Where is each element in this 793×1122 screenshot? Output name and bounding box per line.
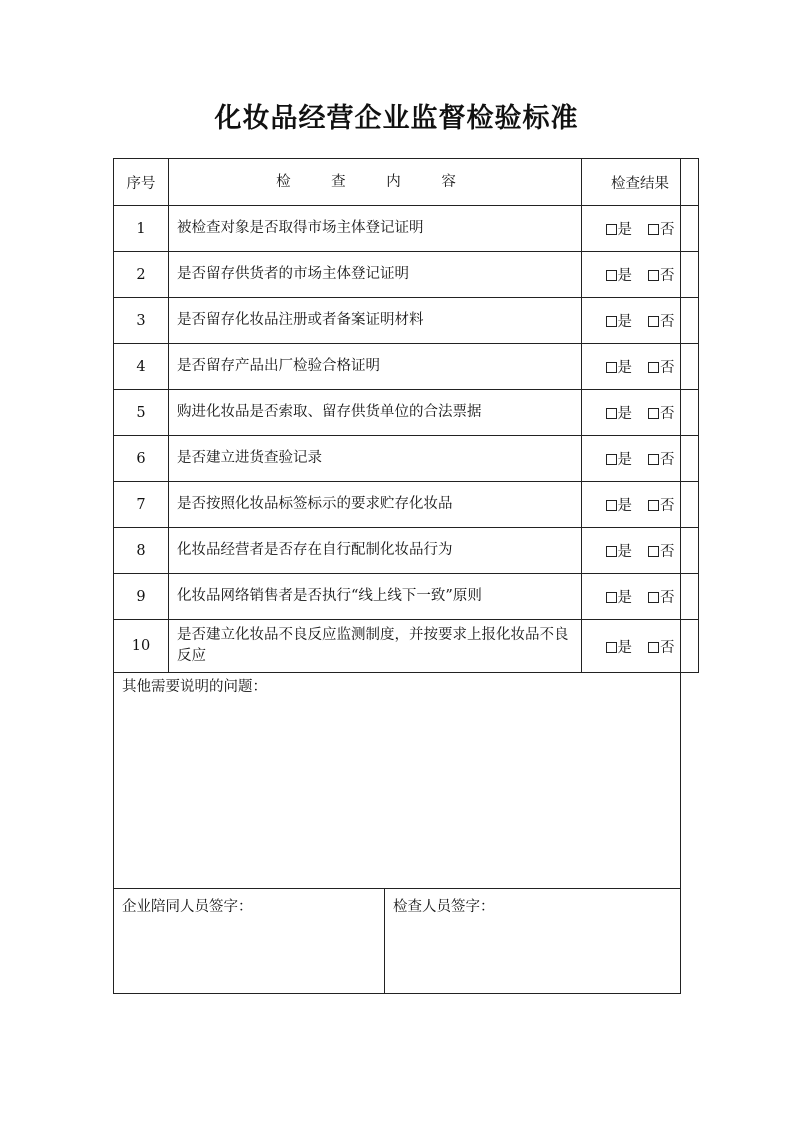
no-option[interactable] <box>648 540 675 561</box>
row-number: 8 <box>114 528 169 574</box>
yes-checkbox[interactable] <box>606 362 617 373</box>
no-label: 否 <box>660 498 675 514</box>
row-item: 被检查对象是否取得市场主体登记证明 <box>169 206 582 252</box>
table-row <box>114 206 699 252</box>
inspector-signature-label: 检查人员签字： <box>393 899 495 915</box>
inspection-form <box>113 158 681 994</box>
table-row <box>114 390 699 436</box>
table-row <box>114 482 699 528</box>
row-result <box>582 482 699 528</box>
header-content-label: 检 查 内 容 <box>276 173 474 190</box>
yes-label: 是 <box>617 498 632 514</box>
table-row <box>114 620 699 673</box>
no-checkbox[interactable] <box>648 454 659 465</box>
no-option[interactable] <box>648 356 675 377</box>
row-number: 3 <box>114 298 169 344</box>
row-result <box>582 620 699 673</box>
header-result: 检查结果 <box>582 159 699 206</box>
row-number: 10 <box>114 620 169 673</box>
yes-option[interactable] <box>606 356 633 377</box>
no-label: 否 <box>660 452 675 468</box>
table-row <box>114 574 699 620</box>
row-number: 6 <box>114 436 169 482</box>
yes-label: 是 <box>617 544 632 560</box>
table-row <box>114 252 699 298</box>
no-checkbox[interactable] <box>648 362 659 373</box>
table-row <box>114 528 699 574</box>
row-number: 7 <box>114 482 169 528</box>
row-item: 是否建立进货查验记录 <box>169 436 582 482</box>
no-label: 否 <box>660 360 675 376</box>
no-checkbox[interactable] <box>648 592 659 603</box>
inspector-signature-cell[interactable] <box>385 889 680 993</box>
no-label: 否 <box>660 314 675 330</box>
yes-option[interactable] <box>606 586 633 607</box>
row-item: 是否留存供货者的市场主体登记证明 <box>169 252 582 298</box>
table-row <box>114 436 699 482</box>
yes-checkbox[interactable] <box>606 592 617 603</box>
table-header-row <box>114 159 699 206</box>
row-result <box>582 436 699 482</box>
yes-label: 是 <box>617 452 632 468</box>
row-item: 是否留存产品出厂检验合格证明 <box>169 344 582 390</box>
no-label: 否 <box>660 544 675 560</box>
document-title: 化妆品经营企业监督检验标准 <box>214 103 579 134</box>
no-label: 否 <box>660 268 675 284</box>
no-checkbox[interactable] <box>648 224 659 235</box>
row-item: 是否建立化妆品不良反应监测制度，并按要求上报化妆品不良反应 <box>169 620 582 673</box>
no-option[interactable] <box>648 310 675 331</box>
signature-section <box>114 889 680 993</box>
yes-option[interactable] <box>606 402 633 423</box>
no-label: 否 <box>660 406 675 422</box>
yes-checkbox[interactable] <box>606 454 617 465</box>
row-result <box>582 574 699 620</box>
yes-label: 是 <box>617 590 632 606</box>
yes-option[interactable] <box>606 218 633 239</box>
row-item: 化妆品网络销售者是否执行“线上线下一致”原则 <box>169 574 582 620</box>
inspection-table <box>113 158 699 673</box>
row-number: 9 <box>114 574 169 620</box>
header-no: 序号 <box>114 159 169 206</box>
no-label: 否 <box>660 639 675 656</box>
yes-checkbox[interactable] <box>606 546 617 557</box>
row-item: 化妆品经营者是否存在自行配制化妆品行为 <box>169 528 582 574</box>
no-checkbox[interactable] <box>648 546 659 557</box>
no-option[interactable] <box>648 448 675 469</box>
no-checkbox[interactable] <box>648 642 659 653</box>
enterprise-signature-label: 企业陪同人员签字： <box>122 899 253 915</box>
no-option[interactable] <box>648 264 675 285</box>
table-row <box>114 344 699 390</box>
yes-label: 是 <box>617 639 632 656</box>
yes-label: 是 <box>617 314 632 330</box>
yes-option[interactable] <box>606 494 633 515</box>
row-number: 1 <box>114 206 169 252</box>
no-option[interactable] <box>648 636 675 657</box>
no-label: 否 <box>660 590 675 606</box>
yes-checkbox[interactable] <box>606 270 617 281</box>
yes-label: 是 <box>617 406 632 422</box>
row-result <box>582 528 699 574</box>
yes-checkbox[interactable] <box>606 224 617 235</box>
row-result <box>582 298 699 344</box>
no-option[interactable] <box>648 586 675 607</box>
row-number: 5 <box>114 390 169 436</box>
no-checkbox[interactable] <box>648 408 659 419</box>
yes-option[interactable] <box>606 636 633 657</box>
no-label: 否 <box>660 222 675 238</box>
yes-option[interactable] <box>606 310 633 331</box>
yes-option[interactable] <box>606 448 633 469</box>
row-result <box>582 390 699 436</box>
yes-checkbox[interactable] <box>606 408 617 419</box>
yes-checkbox[interactable] <box>606 642 617 653</box>
table-row <box>114 298 699 344</box>
yes-option[interactable] <box>606 264 633 285</box>
enterprise-signature-cell[interactable] <box>114 889 385 993</box>
row-item: 购进化妆品是否索取、留存供货单位的合法票据 <box>169 390 582 436</box>
row-result <box>582 252 699 298</box>
no-checkbox[interactable] <box>648 500 659 511</box>
notes-label: 其他需要说明的问题： <box>122 679 267 695</box>
no-option[interactable] <box>648 218 675 239</box>
no-checkbox[interactable] <box>648 316 659 327</box>
no-option[interactable] <box>648 402 675 423</box>
row-result <box>582 344 699 390</box>
header-content <box>169 159 582 206</box>
yes-label: 是 <box>617 360 632 376</box>
no-option[interactable] <box>648 494 675 515</box>
yes-option[interactable] <box>606 540 633 561</box>
row-number: 4 <box>114 344 169 390</box>
yes-label: 是 <box>617 268 632 284</box>
row-result <box>582 206 699 252</box>
row-item: 是否按照化妆品标签标示的要求贮存化妆品 <box>169 482 582 528</box>
no-checkbox[interactable] <box>648 270 659 281</box>
notes-section[interactable] <box>114 671 680 889</box>
yes-label: 是 <box>617 222 632 238</box>
yes-checkbox[interactable] <box>606 500 617 511</box>
yes-checkbox[interactable] <box>606 316 617 327</box>
table-body <box>114 206 699 673</box>
row-item: 是否留存化妆品注册或者备案证明材料 <box>169 298 582 344</box>
row-number: 2 <box>114 252 169 298</box>
